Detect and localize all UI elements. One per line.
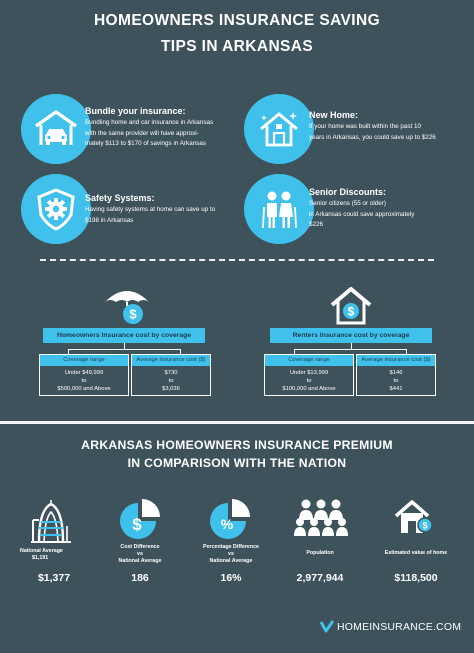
stat-caption [105, 544, 175, 565]
tip-body-line: $198 in Arkansas [85, 216, 134, 224]
comparison-title [0, 436, 474, 472]
tip-body [85, 118, 245, 150]
stat-caption-line: Estimated value of home [384, 550, 448, 556]
stat-caption-line: Population [306, 550, 334, 556]
state-capitol-icon [30, 498, 72, 544]
home-value-icon [394, 497, 434, 537]
tip-body-line: Senior citizens (55 or older) [309, 200, 386, 207]
tip-new-home [309, 110, 469, 143]
box-line: $500,000 and Above [57, 385, 111, 392]
footer-brand-text: HOMEINSURANCE.COM [337, 620, 462, 633]
stat-caption-line: Percentage Difference [203, 544, 259, 550]
box-body [265, 366, 353, 393]
box-line: Under $13,999 [289, 370, 329, 376]
stat-value: $118,500 [394, 572, 438, 584]
new-home-icon [244, 94, 314, 164]
box-body [132, 366, 210, 393]
section-divider [0, 421, 474, 424]
stat-caption-line: vs [137, 551, 143, 557]
tip-body [85, 205, 245, 226]
stat-caption [285, 550, 355, 557]
percent-pie-icon [208, 497, 252, 541]
elderly-couple-icon [244, 174, 314, 244]
box-heading: Average insurance cost ($) [132, 355, 210, 366]
box-body [40, 366, 128, 393]
stat-caption-line: Cost Difference [120, 544, 160, 550]
box-heading: Coverage range [265, 355, 353, 366]
svg-text:%: % [220, 516, 234, 532]
homeowners-average-cost-box [131, 354, 211, 396]
box-line: $100,000 and Above [282, 385, 336, 392]
footer-brand[interactable] [320, 620, 461, 633]
dashed-divider [40, 259, 434, 261]
stat-caption-line: vs [228, 551, 234, 557]
homeowners-coverage-range-box [39, 354, 129, 396]
box-line: $3,036 [162, 385, 180, 392]
tip-safety [85, 193, 245, 226]
tip-body-line: If your home was built within the past 10 [309, 123, 422, 130]
comparison-title-line-2: IN COMPARISON WITH THE NATION [127, 456, 347, 470]
stat-value: 16% [220, 572, 242, 584]
box-line: $146 [389, 370, 403, 376]
stat-value: 2,977,944 [296, 572, 344, 584]
box-line: $441 [389, 385, 403, 392]
svg-text:$: $ [347, 304, 355, 319]
page-title-line-2: TIPS IN ARKANSAS [160, 38, 314, 55]
gear-shield-icon [21, 174, 91, 244]
renters-cost-bar: Renters Insurance cost by coverage [270, 328, 432, 343]
box-body [357, 366, 435, 393]
box-line: $730 [164, 370, 178, 376]
stat-caption-line: National Average [20, 548, 63, 554]
stat-value: $1,377 [37, 572, 71, 584]
stat-caption [20, 548, 88, 562]
box-line: to [306, 377, 312, 384]
page-title [0, 8, 474, 60]
tip-heading: New Home: [309, 110, 359, 120]
tip-body-line: Bundling home and car insurance in Arkansas [85, 119, 214, 126]
stat-caption-line: National Average [118, 558, 162, 564]
box-line: to [81, 377, 87, 384]
tip-body-line: $226 [309, 221, 324, 229]
renters-average-cost-box [356, 354, 436, 396]
population-icon [294, 498, 348, 538]
umbrella-money-icon [103, 286, 151, 326]
tip-body-line: Having safety systems at home can save up to [85, 206, 216, 213]
box-line: Under $49,999 [64, 370, 104, 376]
car-garage-icon [21, 94, 91, 164]
tip-body-line: years in Arkansas, you could save up to $226 [309, 133, 436, 141]
tip-body-line: in Arkansas could save approximately [309, 210, 415, 218]
dollar-pie-icon [118, 497, 162, 541]
svg-text:$: $ [129, 306, 137, 322]
homeowners-cost-bar: Homeowners Insurance cost by coverage [43, 328, 205, 343]
connector [68, 349, 181, 350]
stat-value: 186 [131, 572, 149, 584]
tip-heading: Bundle your insurance: [85, 106, 186, 116]
tip-heading: Safety Systems: [85, 193, 155, 203]
comparison-title-line-1: ARKANSAS HOMEOWNERS INSURANCE PREMIUM [81, 438, 393, 452]
connector [294, 349, 407, 350]
box-line: to [393, 377, 399, 384]
stat-caption [195, 544, 267, 565]
tip-body-line: mately $113 to $170 of savings in Arkansas [85, 140, 206, 148]
page-title-line-1: HOMEOWNERS INSURANCE SAVING [93, 12, 381, 29]
svg-text:$: $ [132, 515, 142, 534]
renters-coverage-range-box [264, 354, 354, 396]
stat-caption-line: National Average [209, 558, 253, 564]
tip-heading: Senior Discounts: [309, 187, 387, 197]
tip-senior [309, 187, 469, 231]
house-money-icon [329, 285, 373, 327]
tip-body [309, 122, 469, 143]
stat-caption [378, 550, 454, 557]
tip-body-line: with the same provider will have approxi- [85, 129, 199, 137]
box-heading: Coverage range [40, 355, 128, 366]
box-heading: Average insurance cost ($) [357, 355, 435, 366]
box-line: to [168, 377, 174, 384]
tip-bundle [85, 106, 245, 150]
stat-caption-line: $1,191 [32, 555, 49, 561]
v-checkmark-logo-icon [320, 620, 334, 633]
tip-body [309, 199, 469, 231]
svg-text:$: $ [422, 520, 428, 531]
